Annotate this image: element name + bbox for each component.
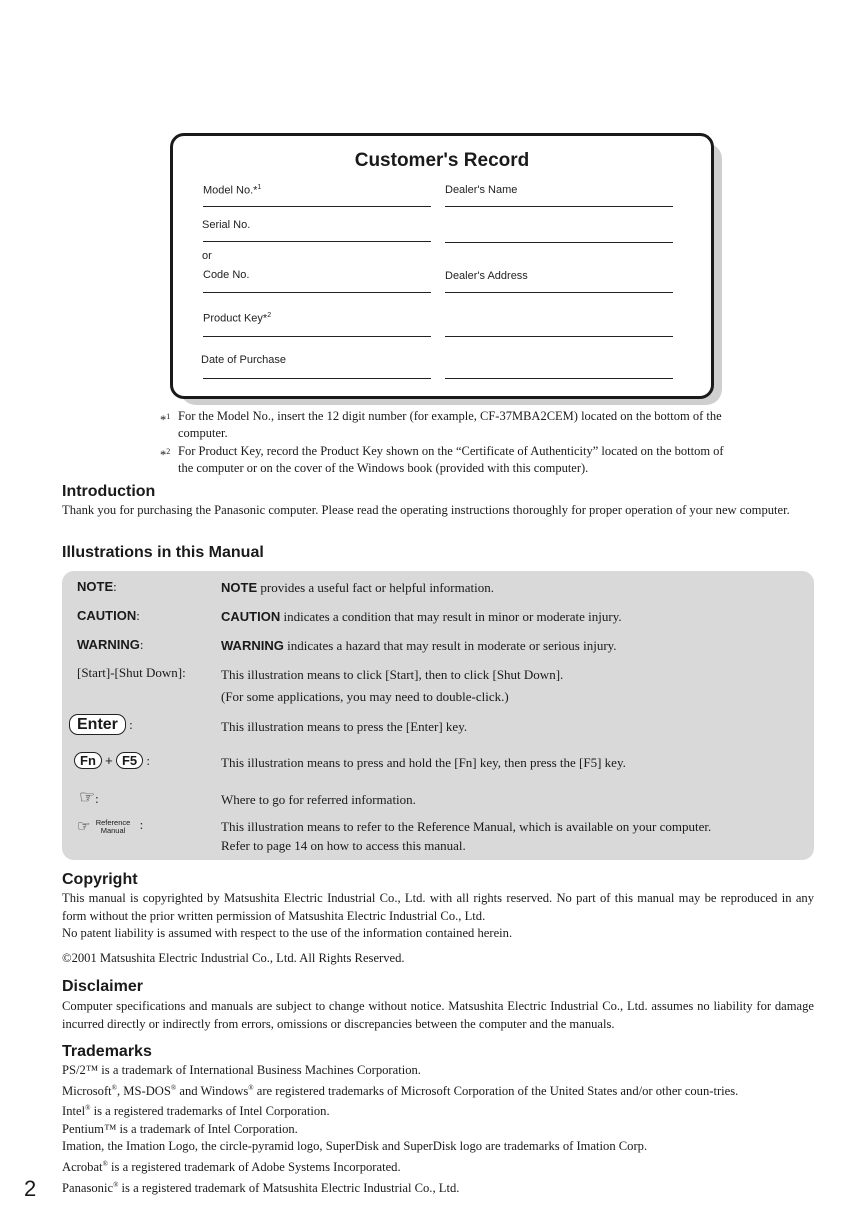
serial-no-line [203,241,431,242]
copyright-heading: Copyright [62,871,138,888]
trademarks-heading: Trademarks [62,1043,152,1060]
code-no-label: Code No. [203,269,250,281]
reference-illustration: ☞: [79,787,99,807]
dealers-address-line-3 [445,378,673,379]
dealers-address-line-2 [445,336,673,337]
customers-record-card [170,133,714,399]
record-title: Customer's Record [354,150,530,171]
dealers-name-line [445,206,673,207]
model-no-line [203,206,431,207]
f5-keycap: F5 [116,752,143,769]
footnote-1-mark: *$^1$ [160,412,171,428]
reference-manual-icon: Reference Manual [95,817,131,835]
dealers-address-label: Dealer's Address [445,270,528,282]
reference-manual-hand-icon: ☞ [77,819,91,835]
reference-desc: Where to go for referred information. [221,792,416,807]
fn-f5-illustration: Fn + F5 : [74,752,150,769]
footnote-2-mark: *$^2$ [160,447,171,463]
model-no-label: Model No.*$^1$ [203,184,262,197]
warning-key: WARNING: [77,637,144,652]
introduction-heading: Introduction [62,483,156,500]
reference-manual-desc: This illustration means to refer to the Reference Manual, which is available on your computer. Refer to page 14 on how to access this manual. [221,819,712,853]
footnote-2-text: For Product Key, record the Product Key shown on the “Certificate of Authenticity” located on the bottom of the computer or on the cover of the Windows book (provided with this computer). [178,444,724,475]
code-no-line [203,292,431,293]
enter-desc: This illustration means to press the [Enter] key. [221,719,468,734]
dealers-name-line-2 [445,242,673,243]
disclaimer-text: Computer specifications and manuals are subject to change without notice. Matsushita Electric Industrial Co., Ltd. assumes no liability for damage incurred directly or indirectly from errors, omissions or discrepancies between the computer and the manuals. [62,999,814,1031]
introduction-text: Thank you for purchasing the Panasonic computer. Please read the operating instructions thoroughly for proper operation of your new computer. [62,503,790,517]
product-key-label: Product Key*$^2$ [203,312,272,325]
note-desc: NOTE provides a useful fact or helpful information. [221,580,494,595]
footnote-1 [160,408,740,442]
date-of-purchase-line [203,378,431,379]
or-label: or [202,250,212,262]
start-shutdown-key: [Start]-[Shut Down]: [77,665,186,680]
illustrations-heading: Illustrations in this Manual [62,544,264,561]
note-key: NOTE: [77,579,117,594]
serial-no-label: Serial No. [202,219,251,231]
trademarks-text: PS/2™ is a trademark of International Business Machines Corporation. Microsoft®, MS-DOS® and Windows® are registered trademarks of Microsoft Corporation of the United States and/or other coun-tries. Intel® is a registered trademarks of Intel Corporation. Pentium™ is a trademark of Intel Corporation. Imation, the Imation Logo, the circle-pyramid logo, SuperDisk and SuperDisk logo are trademarks of Imation Corp. Acrobat® is a registered trademark of Adobe Systems Incorporated. Panasonic® is a registered trademark of Matsushita Electric Industrial Co., Ltd. [62,1063,739,1195]
caution-key: CAUTION: [77,608,140,623]
pointing-hand-icon: ☞ [79,787,96,807]
copyright-text: This manual is copyrighted by Matsushita Electric Industrial Co., Ltd. with all rights reserved. No part of this manual may be reproduced in any form without the prior written permission of Matsushita Electric Industrial Co., Ltd. No patent liability is assumed with respect to the use of the information contained herein. ©2001 Matsushita Electric Industrial Co., Ltd. All Rights Reserved. [62,891,814,965]
disclaimer-heading: Disclaimer [62,978,143,995]
footnote-2 [160,443,740,477]
footnote-1-text: For the Model No., insert the 12 digit number (for example, CF-37MBA2CEM) located on the bottom of the computer. [178,409,722,440]
start-shutdown-desc: This illustration means to click [Start], then to click [Shut Down]. (For some applications, you may need to double-click.) [221,667,564,704]
dealers-name-label: Dealer's Name [445,184,518,196]
illustrations-box [62,571,814,860]
enter-key-illustration: Enter : [69,714,133,735]
page-number: 2 [24,1176,37,1201]
reference-manual-illustration: ☞ Reference Manual : [77,817,144,835]
fn-keycap: Fn [74,752,102,769]
warning-desc: WARNING indicates a hazard that may result in moderate or serious injury. [221,638,617,653]
dealers-address-line [445,292,673,293]
date-of-purchase-label: Date of Purchase [201,354,286,366]
caution-desc: CAUTION indicates a condition that may result in minor or moderate injury. [221,609,622,624]
fn-f5-desc: This illustration means to press and hold the [Fn] key, then press the [F5] key. [221,755,626,770]
enter-keycap: Enter [69,714,126,735]
product-key-line [203,336,431,337]
